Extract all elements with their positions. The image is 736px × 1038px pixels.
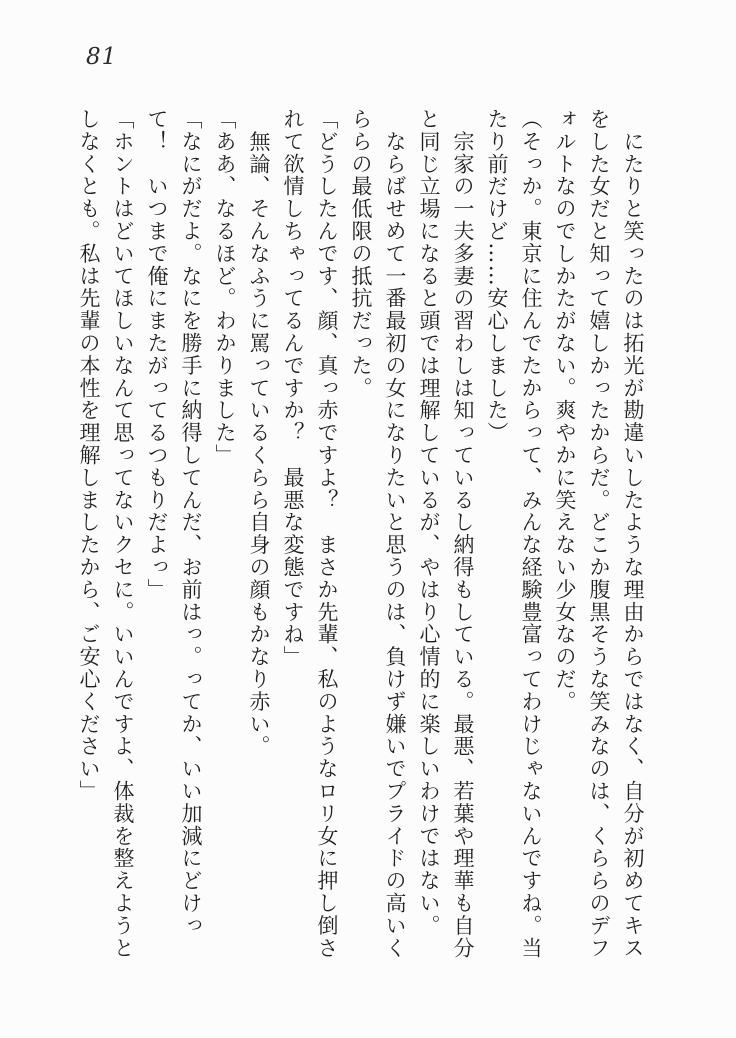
text-line: 「どうしたんです、顔、真っ赤ですよ？ まさか先輩、私のようなロリ女に押し倒さ: [315, 108, 339, 960]
text-line: 「ああ、なるほど。わかりました」: [213, 108, 237, 467]
text-line: ららの最低限の抵抗だった。: [349, 108, 373, 400]
text-line: 「なにがだよ。なにを勝手に納得してんだ、お前はっ。ってか、いい加減にどけっ: [179, 108, 203, 937]
text-line: て！ いつまで俺にまたがってるつもりだよっ」: [145, 108, 169, 601]
text-line: （そっか。東京に住んでたからって、みんな経験豊富ってわけじゃないんですね。当: [519, 108, 543, 960]
text-line: と同じ立場になると頭では理解しているが、やはり心情的に楽しいわけではない。: [417, 108, 441, 937]
text-line: にたりと笑ったのは拓光が勘違いしたような理由からではなく、自分が初めてキス: [621, 108, 645, 960]
page-number: 81: [86, 44, 118, 70]
novel-text-block: [72, 108, 650, 960]
text-line: 「ホントはどいてほしいなんて思ってないクセに。いいんですよ、体裁を整えようと: [111, 108, 135, 960]
text-line: しなくとも。私は先輩の本性を理解しましたから、ご安心ください」: [77, 108, 101, 803]
text-line: れて欲情しちゃってるんですか？ 最悪な変態ですね」: [281, 108, 305, 668]
text-line: 無論、そんなふうに罵っているくらら自身の顔もかなり赤い。: [247, 108, 271, 758]
text-line: たり前だけど……安心しました）: [485, 108, 509, 444]
text-line: ォルトなのでしかたがない。爽やかに笑えない少女なのだ。: [553, 108, 577, 713]
text-line: 宗家の一夫多妻の習わしは知っているし納得もしている。最悪、若葉や理華も自分: [451, 108, 475, 960]
text-line: をした女だと知って嬉しかったからだ。どこか腹黒そうな笑みなのは、くららのデフ: [587, 108, 611, 960]
text-line: ならばせめて一番最初の女になりたいと思うのは、負けず嫌いでプライドの高いく: [383, 108, 407, 960]
